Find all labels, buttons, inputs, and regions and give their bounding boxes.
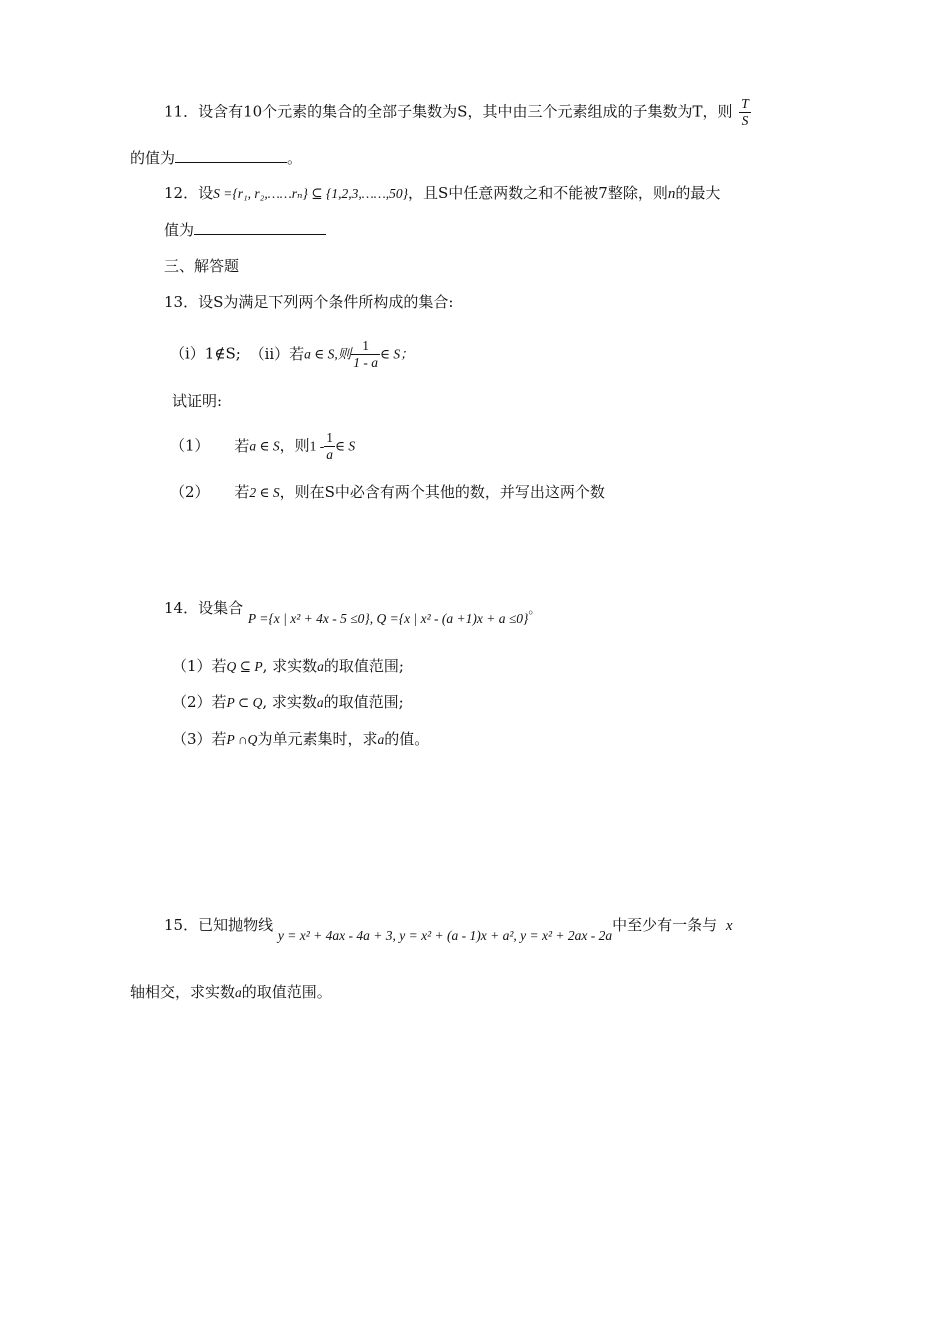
- q13-p1-then: ，则: [279, 436, 310, 455]
- q13-cond-ii-fraction: [351, 338, 380, 371]
- q13-p2-text: 若: [234, 483, 250, 501]
- q14-s2-prefix: （2）若: [172, 693, 227, 711]
- q15-line2: [130, 982, 332, 1003]
- q13-p1-expr2a: 1 -: [309, 438, 325, 454]
- q13-p2-rest: ，则在S中必含有两个其他的数，并写出这两个数: [279, 483, 605, 501]
- q11-fraction: [739, 96, 751, 129]
- q14-sub3: [172, 729, 429, 750]
- q13-p1-fraction: [324, 430, 335, 463]
- q14-s3-mid: 为单元素集时，求: [257, 730, 378, 748]
- q13-cond-ii-tail: ∈ S；: [380, 346, 414, 362]
- q15-line2-a: 轴相交，求实数: [130, 983, 236, 1001]
- q13-conditions: [170, 338, 414, 371]
- q13-p1-label: （1）: [170, 436, 210, 455]
- q11-period: 。: [287, 149, 303, 167]
- q13-p1-den: a: [326, 447, 333, 462]
- q13-p1-expr: a ∈ S: [249, 438, 280, 454]
- q15-line1: [164, 915, 733, 943]
- q14-intro: 14．设集合: [164, 599, 244, 617]
- q15-var-x: x: [725, 918, 733, 934]
- q13-part1: [170, 430, 355, 463]
- q15-parabolas-expr: y = x² + 4ax - 4a + 3, y = x² + (a - 1)x + a², y = x² + 2ax - 2a: [277, 928, 613, 943]
- q13-p1-text: 若: [234, 436, 250, 455]
- q14-s2-expr: P ⊂ Q: [226, 695, 263, 710]
- q13-p1-expr2b: ∈ S: [334, 438, 356, 454]
- q14-set-expr: P ={x | x² + 4x - 5 ≤0}, Q ={x | x² - (a +1)x + a ≤0}: [247, 611, 529, 626]
- q14-sub1: [172, 656, 404, 677]
- q12-suffix: ，且S中任意两数之和不能被7整除，则: [408, 184, 668, 202]
- q15-line2-var: a: [235, 985, 242, 1000]
- section3-title: 三、解答题: [164, 257, 240, 275]
- q14-s1-expr: Q ⊆ P: [226, 659, 263, 674]
- q13-p2-expr: 2 ∈ S: [249, 485, 280, 500]
- q11-line1: [164, 96, 751, 129]
- q11-answer-blank[interactable]: [175, 148, 287, 163]
- q14-s1-mid: , 求实数: [262, 657, 318, 675]
- q13-intro: 13．设S为满足下列两个条件所构成的集合:: [164, 293, 454, 311]
- q14-s3-expr: P ∩Q: [226, 732, 258, 747]
- q12-var-n: n: [667, 186, 676, 202]
- q13-prove: 试证明:: [172, 392, 223, 410]
- q14-s2-var: a: [316, 695, 324, 710]
- q11-frac-num: T: [741, 96, 749, 111]
- q11-text: 11．设含有10个元素的集合的全部子集数为S，其中由三个元素组成的子集数为T，则: [164, 102, 733, 121]
- q13-p1-num: 1: [326, 430, 333, 445]
- q11-line2: [130, 148, 302, 168]
- q15-line2-b: 的取值范围。: [241, 983, 332, 1001]
- q14-s2-suffix: 的取值范围;: [323, 693, 404, 711]
- q15-mid: 中至少有一条与: [612, 916, 718, 934]
- q14-s3-var: a: [377, 732, 385, 747]
- q12-set-expr: S ={r₁, r₂,……rₙ} ⊆ {1,2,3,……,50}: [213, 186, 408, 201]
- q13-cond-i: （i）1∉S;: [170, 344, 241, 363]
- q13-cond-ii-num: 1: [351, 338, 380, 355]
- q12-line1: [164, 183, 720, 204]
- q11-frac-den: S: [741, 113, 749, 128]
- q12-answer-blank[interactable]: [194, 220, 326, 235]
- q14-sub2: [172, 692, 404, 713]
- q14-s1-prefix: （1）若: [172, 657, 227, 675]
- q12-value-label: 值为: [164, 221, 195, 239]
- q13-part2: [170, 482, 605, 503]
- q14-s3-suffix: 的值。: [384, 730, 430, 748]
- q14-expr-end: 。: [528, 601, 541, 616]
- q13-cond-ii-den: 1 - a: [353, 355, 379, 370]
- q12-line2: [164, 220, 326, 240]
- q14-s1-var: a: [317, 659, 324, 674]
- q14-s1-suffix: 的取值范围;: [323, 657, 404, 675]
- q13-cond-ii: （ii）若: [249, 344, 305, 363]
- q12-suffix2: 的最大: [675, 184, 721, 202]
- q14-intro-line: [164, 598, 541, 626]
- q15-intro: 15．已知抛物线: [164, 916, 274, 934]
- q12-prefix: 12．设: [164, 184, 214, 202]
- q14-s2-mid: , 求实数: [262, 693, 317, 711]
- q13-cond-ii-expr: a ∈ S,则: [304, 346, 352, 362]
- q14-s3-prefix: （3）若: [172, 730, 227, 748]
- q13-p2-label: （2）: [170, 483, 210, 501]
- q11-value-label: 的值为: [130, 149, 176, 167]
